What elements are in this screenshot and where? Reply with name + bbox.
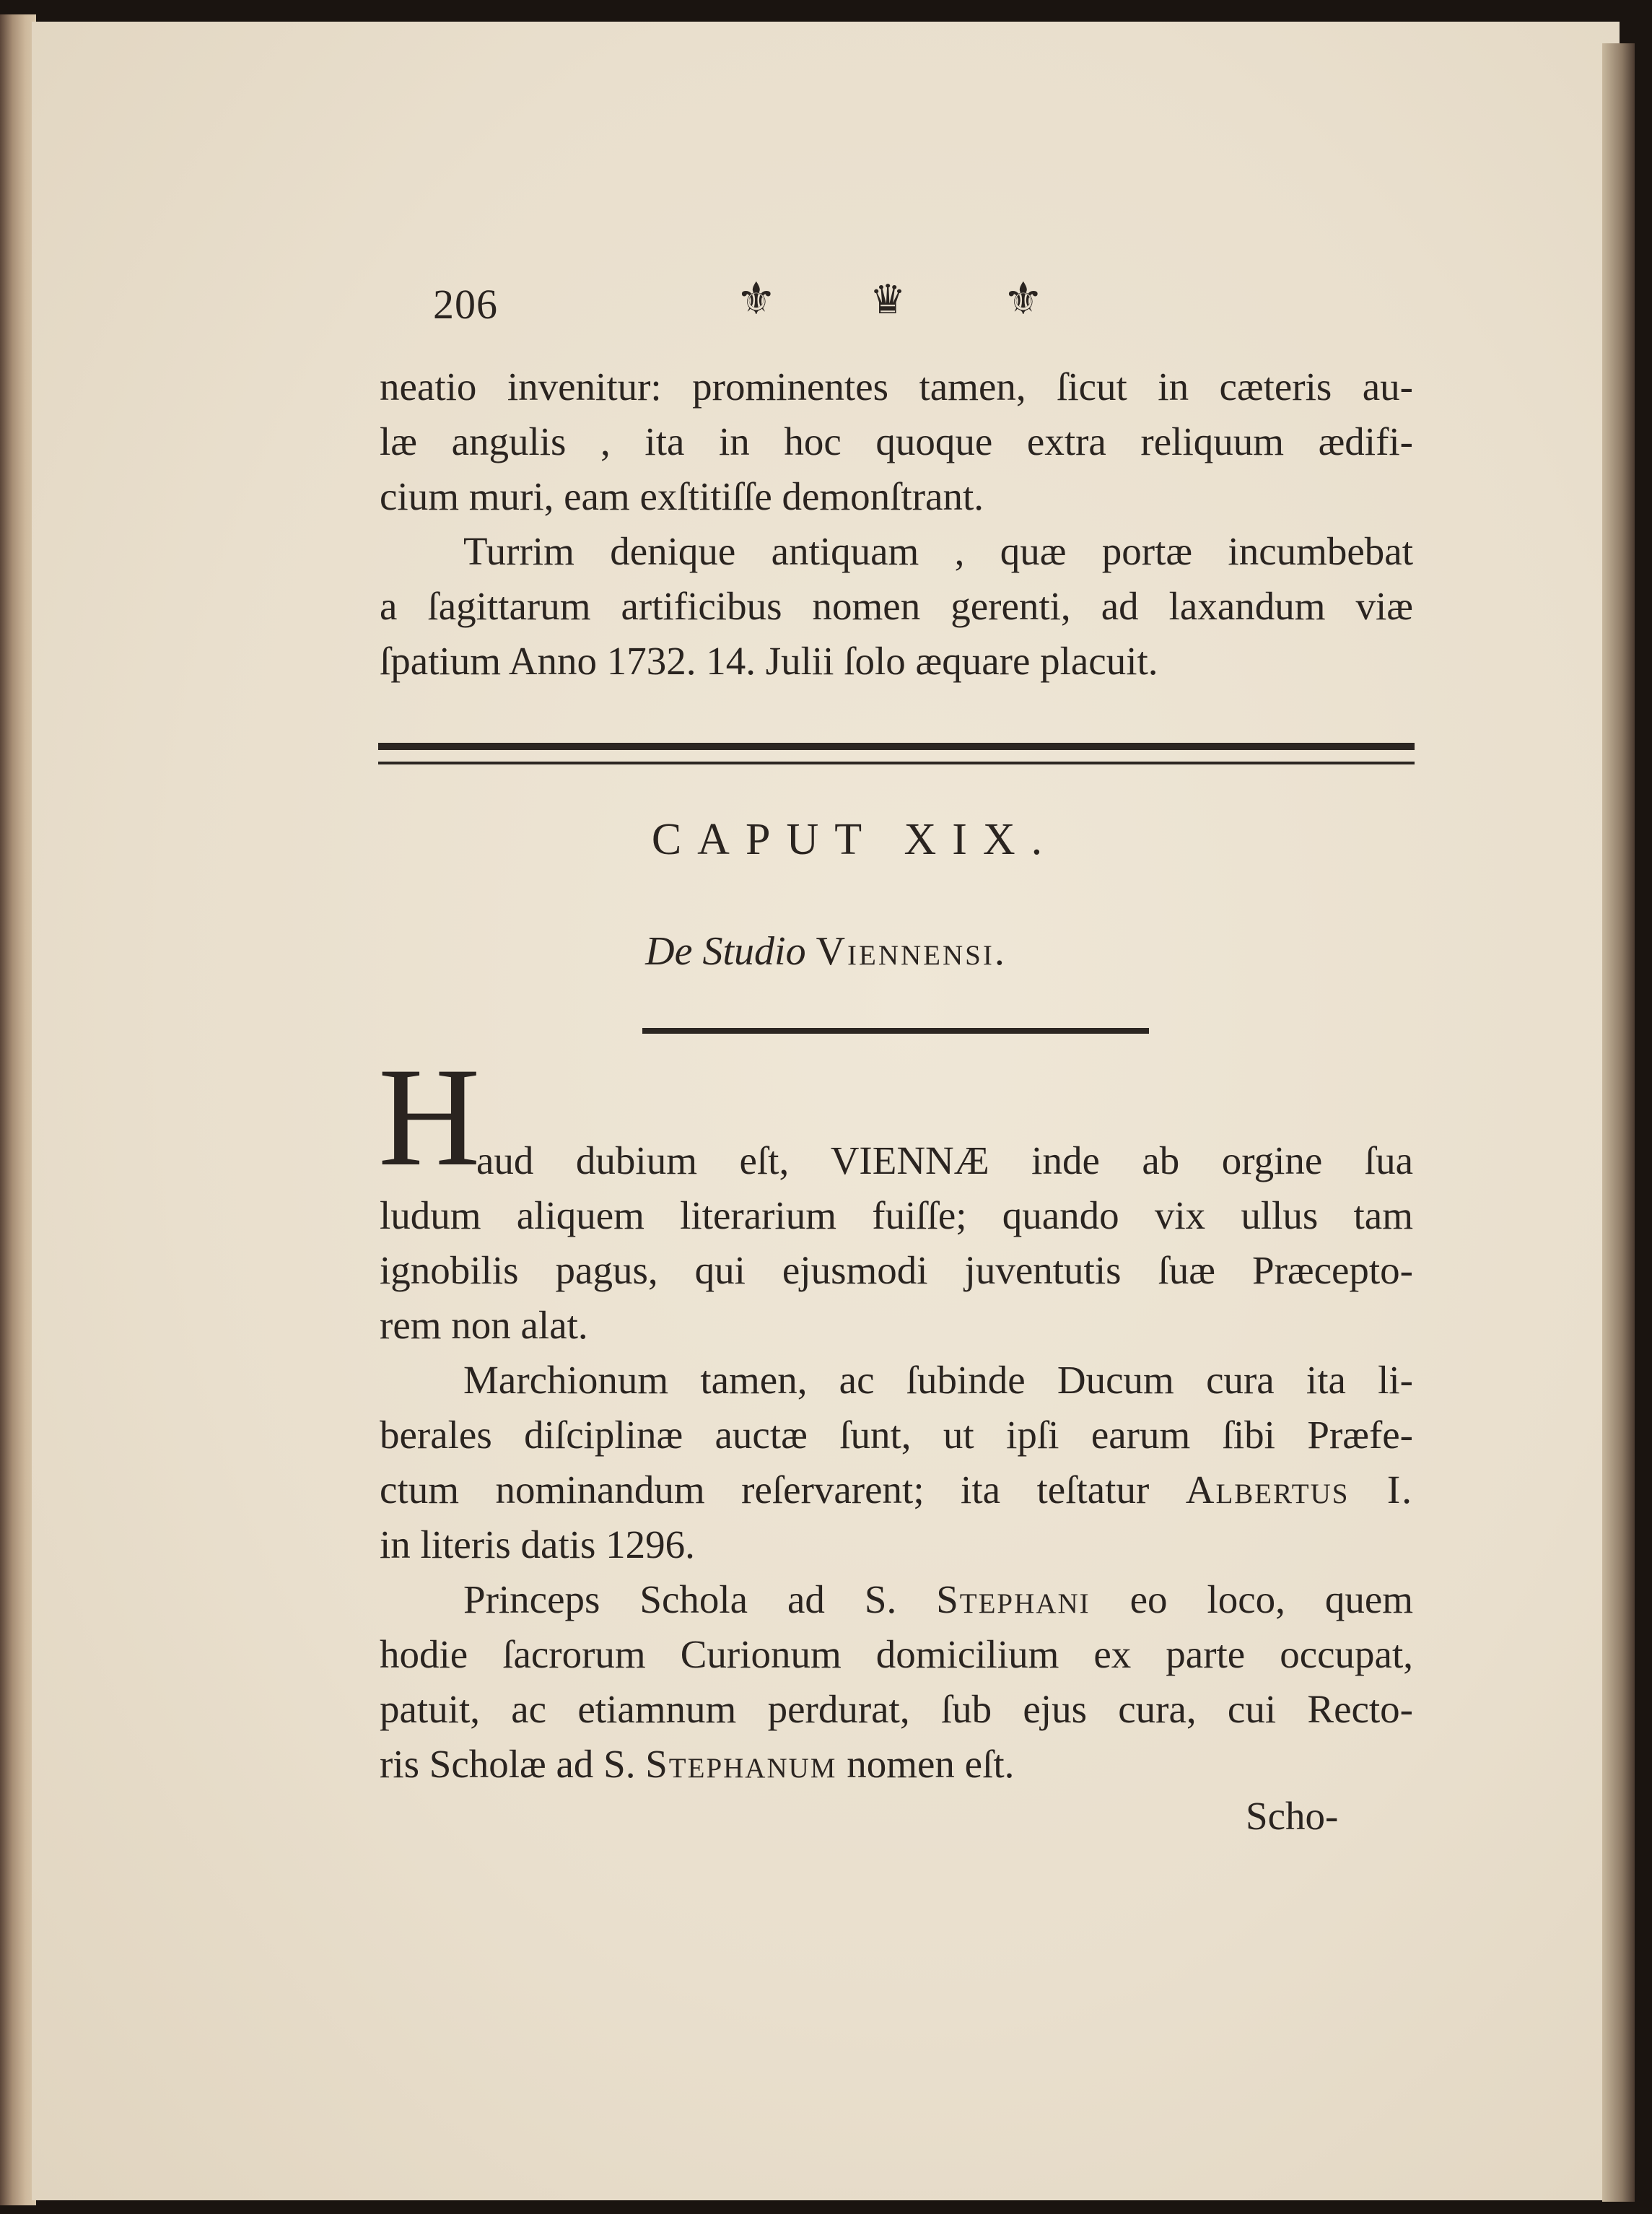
text-line: ignobilis pagus, qui ejusmodi juventutis ſuæ Præcepto- — [380, 1248, 1413, 1292]
text-line: Turrim denique antiquam , quæ portæ incumbebat — [463, 529, 1413, 573]
text-line: berales diſciplinæ auctæ ſunt, ut ipſi earum ſibi Præfe- — [380, 1413, 1413, 1457]
chapter-subtitle-caps: Viennensi. — [816, 929, 1007, 974]
text-line: patuit, ac etiamnum perdurat, ſub ejus cura, cui Recto- — [380, 1687, 1413, 1731]
book-page — [32, 22, 1620, 2200]
book-page-edge-left — [0, 14, 36, 2205]
text-line: læ angulis , ita in hoc quoque extra reliquum ædifi- — [380, 419, 1413, 463]
text-line: rem non alat. — [380, 1303, 588, 1347]
text-line: cium muri, eam exſtitiſſe demonſtrant. — [380, 474, 984, 518]
section-divider-thick — [378, 743, 1415, 750]
text-line: neatio invenitur: prominentes tamen, ſicut in cæteris au- — [380, 365, 1413, 409]
fleur-de-lis-icon: ⚜ — [736, 275, 777, 324]
text-span: Princeps Schola ad S. — [463, 1577, 897, 1621]
chapter-subtitle — [0, 928, 1652, 975]
header-ornaments — [736, 277, 1068, 328]
text-line — [380, 1572, 1413, 1627]
name-albertus: Albertus I. — [1185, 1468, 1413, 1512]
drop-capital: H — [378, 1039, 481, 1195]
crown-icon: ♛ — [870, 278, 906, 323]
text-span: eo loco, quem — [1129, 1577, 1414, 1621]
catchword: Scho- — [1246, 1794, 1339, 1838]
text-line: ſpatium Anno 1732. 14. Julii ſolo æquare placuit. — [380, 639, 1158, 683]
book-page-edge-right — [1602, 43, 1635, 2202]
chapter-rule — [642, 1028, 1149, 1034]
name-stephani: Stephani — [936, 1577, 1091, 1621]
chapter-title: CAPUT XIX. — [651, 815, 1059, 864]
name-stephanum: Stephanum — [645, 1742, 837, 1786]
text-line: aud dubium eſt, VIENNÆ inde ab orgine ſua — [476, 1138, 1413, 1182]
text-span: ris Scholæ ad S. — [380, 1742, 636, 1786]
running-header — [433, 275, 1083, 331]
text-line: Marchionum tamen, ac ſubinde Ducum cura ita li- — [463, 1358, 1413, 1402]
text-line: ludum aliquem literarium fuiſſe; quando vix ullus tam — [380, 1193, 1413, 1237]
text-span: nomen eſt. — [847, 1742, 1015, 1786]
page-number: 206 — [433, 281, 498, 328]
text-span: ctum nominandum reſervarent; ita teſtatur — [380, 1468, 1150, 1512]
section-divider-thin — [378, 762, 1415, 764]
chapter-subtitle-italic: De Studio — [645, 929, 806, 974]
text-line — [380, 1463, 1413, 1517]
fleur-de-lis-icon: ⚜ — [1003, 275, 1044, 324]
text-line: hodie ſacrorum Curionum domicilium ex parte occupat, — [380, 1632, 1413, 1676]
text-line — [380, 1737, 1413, 1792]
text-line: a ſagittarum artificibus nomen gerenti, ad laxandum viæ — [380, 584, 1413, 628]
text-line: in literis datis 1296. — [380, 1522, 695, 1566]
